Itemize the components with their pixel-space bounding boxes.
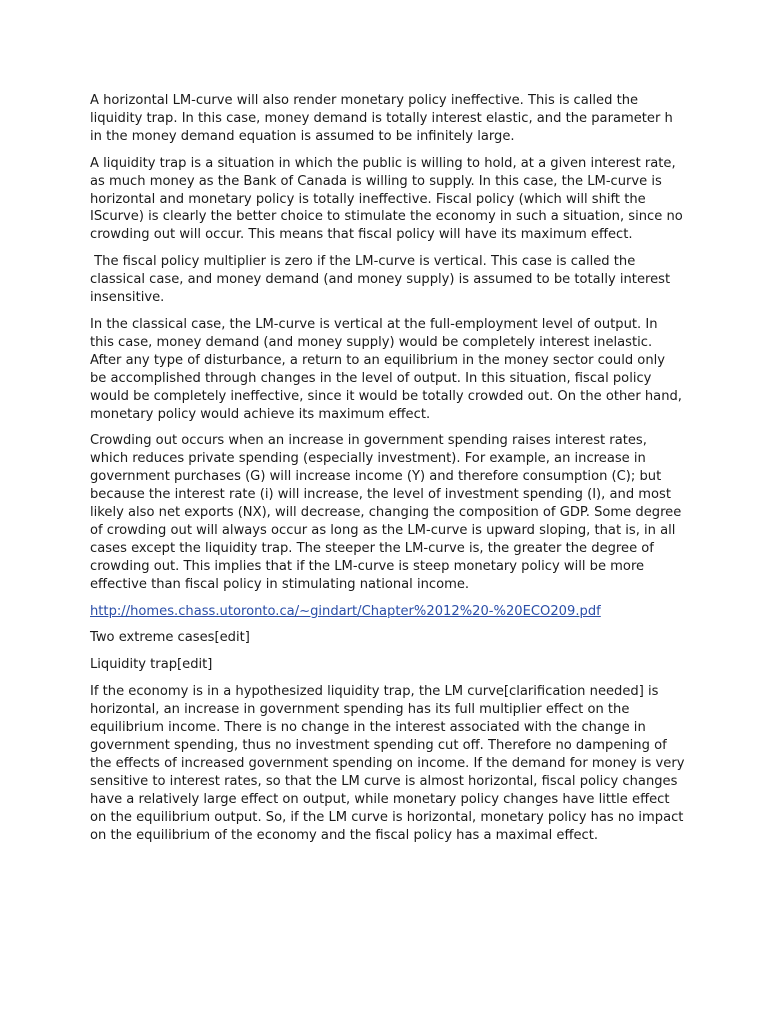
source-link-paragraph xyxy=(90,603,685,621)
paragraph-liquidity-trap-definition: A liquidity trap is a situation in which the public is willing to hold, at a given interest rate, as much money as the Bank of Canada is willing to supply. In this case, the LM-curve is horizontal and monetary policy is totally ineffective. Fiscal policy (which will shift the IScurve) is clearly the better choice to stimulate the economy in such a situation, since no crowding out will occur. This means that fiscal policy will have its maximum effect. xyxy=(90,155,683,243)
source-link[interactable]: http://homes.chass.utoronto.ca/~gindart/Chapter%2012%20-%20ECO209.pdf xyxy=(90,603,601,619)
document-page xyxy=(90,92,685,853)
paragraph-classical-case: In the classical case, the LM-curve is vertical at the full-employment level of output. In this case, money demand (and money supply) would be completely interest inelastic. After any type of disturbance, a return to an equilibrium in the money sector could only be accomplished through changes in the level of output. In this situation, fiscal policy would be completely ineffective, since it would be totally crowded out. On the other hand, monetary policy would achieve its maximum effect. xyxy=(90,316,682,422)
paragraph-horizontal-lm: A horizontal LM-curve will also render monetary policy ineffective. This is called the liquidity trap. In this case, money demand is totally interest elastic, and the parameter h in the money demand equation is assumed to be infinitely large. xyxy=(90,93,673,144)
heading-two-extreme-cases: Two extreme cases[edit] xyxy=(90,630,250,646)
paragraph-fiscal-multiplier: The fiscal policy multiplier is zero if the LM-curve is vertical. This case is called the classical case, and money demand (and money supply) is assumed to be totally interest insensitive. xyxy=(90,254,675,306)
paragraph-liquidity-trap-effects: If the economy is in a hypothesized liquidity trap, the LM curve[clarification needed] is horizontal, an increase in government spending has its full multiplier effect on the equilibrium income. There is no change in the interest associated with the change in government spending, thus no investment spending cut off. Therefore no dampening of the effects of increased government spending on income. If the demand for money is very sensitive to interest rates, so that the LM curve is almost horizontal, fiscal policy changes have a relatively large effect on output, while monetary policy changes have little effect on the equilibrium output. So, if the LM curve is horizontal, monetary policy has no impact on the equilibrium of the economy and the fiscal policy has a maximal effect. xyxy=(90,684,685,843)
heading-liquidity-trap: Liquidity trap[edit] xyxy=(90,657,213,673)
paragraph-crowding-out: Crowding out occurs when an increase in government spending raises interest rates, which reduces private spending (especially investment). For example, an increase in government purchases (G) will increase income (Y) and therefore consumption (C); but because the interest rate (i) will increase, the level of investment spending (I), and most likely also net exports (NX), will decrease, changing the composition of GDP. Some degree of crowding out will always occur as long as the LM-curve is upward sloping, that is, in all cases except the liquidity trap. The steeper the LM-curve is, the greater the degree of crowding out. This implies that if the LM-curve is steep monetary policy will be more effective than fiscal policy in stimulating national income. xyxy=(90,433,682,592)
